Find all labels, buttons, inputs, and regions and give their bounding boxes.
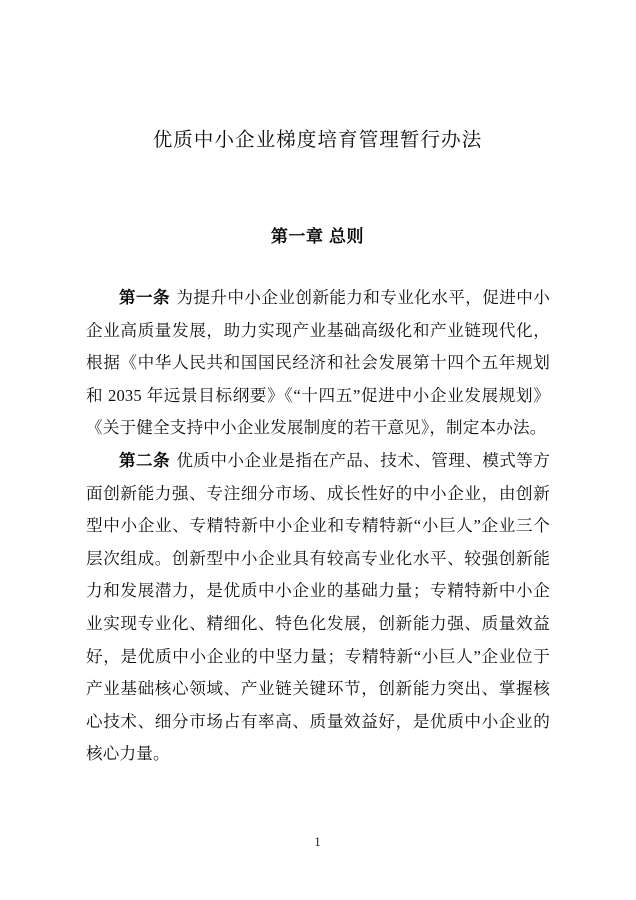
document-title: 优质中小企业梯度培育管理暂行办法 xyxy=(152,129,483,151)
article-paragraph xyxy=(86,445,550,771)
article-marker: 第二条 xyxy=(119,451,171,470)
article-marker: 第一条 xyxy=(119,289,171,307)
article-text: 为提升中小企业创新能力和专业化水平，促进中小企业高质量发展，助力实现产业基础高级化和产业链现代化，根据《中华人民共和国国民经济和社会发展第十四个五年规划和 2035 年远景目标纲要》《“十四五”促进中小企业发展规划》《关于健全支持中小企业发展制度的若干意见》，制定本办法。 xyxy=(86,288,550,438)
article-text: 优质中小企业是指在产品、技术、管理、模式等方面创新能力强、专注细分市场、成长性好的中小企业，由创新型中小企业、专精特新中小企业和专精特新“小巨人”企业三个层次组成。创新型中小企业具有较高专业化水平、较强创新能力和发展潜力，是优质中小企业的基础力量；专精特新中小企业实现专业化、精细化、特色化发展，创新能力强、质量效益好，是优质中小企业的中坚力量；专精特新“小巨人”企业位于产业基础核心领域、产业链关键环节，创新能力突出、掌握核心技术、细分市场占有率高、质量效益好，是优质中小企业的核心力量。 xyxy=(86,450,550,764)
article-paragraph xyxy=(86,282,550,445)
document-body xyxy=(86,282,550,771)
page-number: 1 xyxy=(314,835,321,849)
chapter-heading: 第一章 总则 xyxy=(270,227,365,246)
